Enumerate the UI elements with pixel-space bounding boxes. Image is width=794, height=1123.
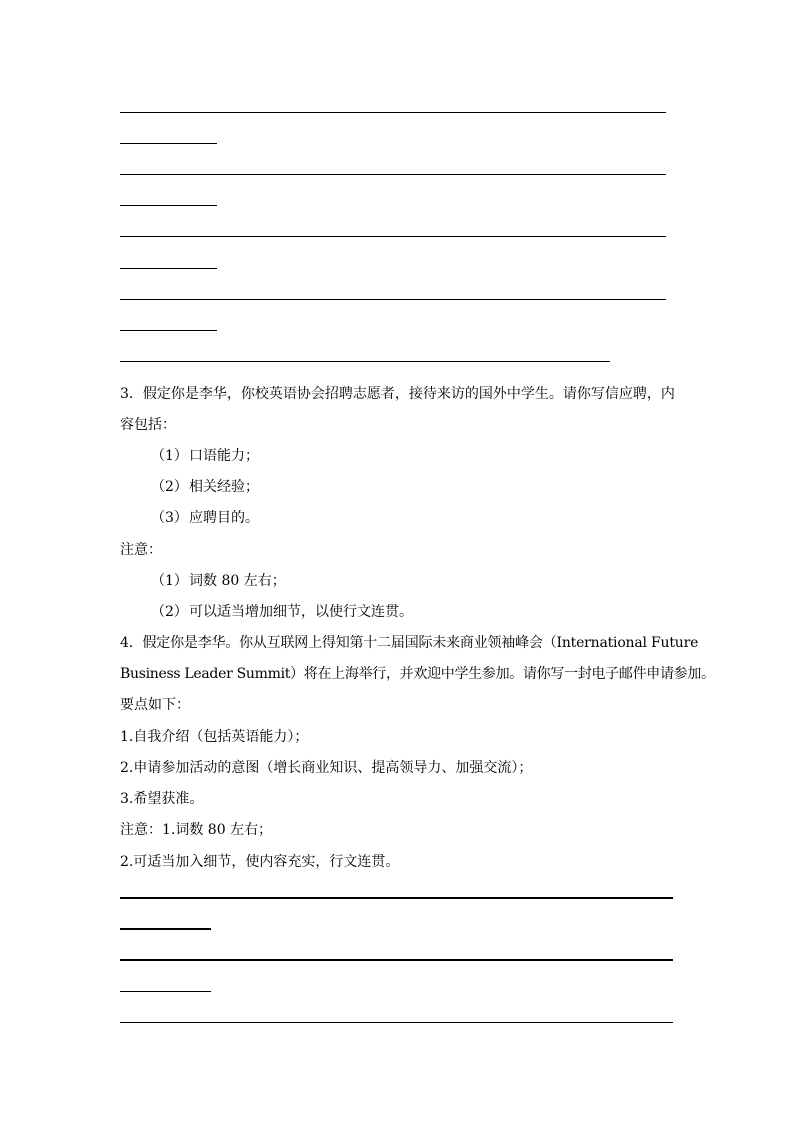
- q3-item: [151, 477, 259, 497]
- answer-line-short: [120, 330, 217, 331]
- item-number: （1）: [151, 448, 188, 464]
- answer-line: [120, 174, 666, 175]
- q4-prompt-line1: 4．假定你是李华。你从互联网上得知第十二届国际未来商业领袖峰会（International Future: [120, 635, 699, 651]
- q4-point: 1.自我介绍（包括英语能力）；: [120, 729, 309, 745]
- answer-line: [120, 236, 666, 237]
- q4-point: 3.希望获准。: [120, 791, 204, 807]
- note-number: （1）: [151, 573, 188, 589]
- answer-line: [120, 1022, 673, 1023]
- q4-prompt-line3: 要点如下：: [120, 697, 190, 713]
- item-text: 口语能力；: [189, 448, 259, 464]
- q3-item: [151, 508, 259, 528]
- q4-point: 2.申请参加活动的意图（增长商业知识、提高领导力、加强交流）；: [120, 760, 533, 776]
- answer-line: [120, 897, 673, 899]
- answer-line: [120, 361, 610, 362]
- q3-item: [151, 446, 259, 466]
- q4-note: 注意：1.词数 80 左右；: [120, 822, 273, 838]
- q3-note: [151, 602, 413, 622]
- q3-prompt-line1: 3．假定你是李华，你校英语协会招聘志愿者，接待来访的国外中学生。请你写信应聘，内: [120, 386, 675, 402]
- q3-note-label: 注意：: [120, 542, 162, 558]
- answer-line-short: [120, 928, 211, 930]
- answer-line: [120, 112, 666, 113]
- q3-note: [151, 571, 286, 591]
- answer-line-short: [120, 268, 217, 269]
- answer-line-short: [120, 991, 211, 992]
- note-number: （2）: [151, 604, 188, 620]
- note-text: 词数 80 左右；: [189, 573, 286, 589]
- answer-line: [120, 299, 666, 300]
- item-text: 应聘目的。: [189, 510, 259, 526]
- q4-prompt-line2: Business Leader Summit）将在上海举行，并欢迎中学生参加。请你写一封电子邮件申请参加。: [120, 666, 715, 682]
- note-text: 可以适当增加细节，以使行文连贯。: [189, 604, 413, 620]
- q3-prompt-line2: 容包括：: [120, 417, 176, 433]
- answer-line: [120, 959, 673, 961]
- item-number: （3）: [151, 510, 188, 526]
- item-text: 相关经验；: [189, 479, 259, 495]
- answer-line-short: [120, 143, 217, 144]
- answer-line-short: [120, 205, 217, 206]
- q4-note: 2.可适当加入细节，使内容充实，行文连贯。: [120, 854, 400, 870]
- item-number: （2）: [151, 479, 188, 495]
